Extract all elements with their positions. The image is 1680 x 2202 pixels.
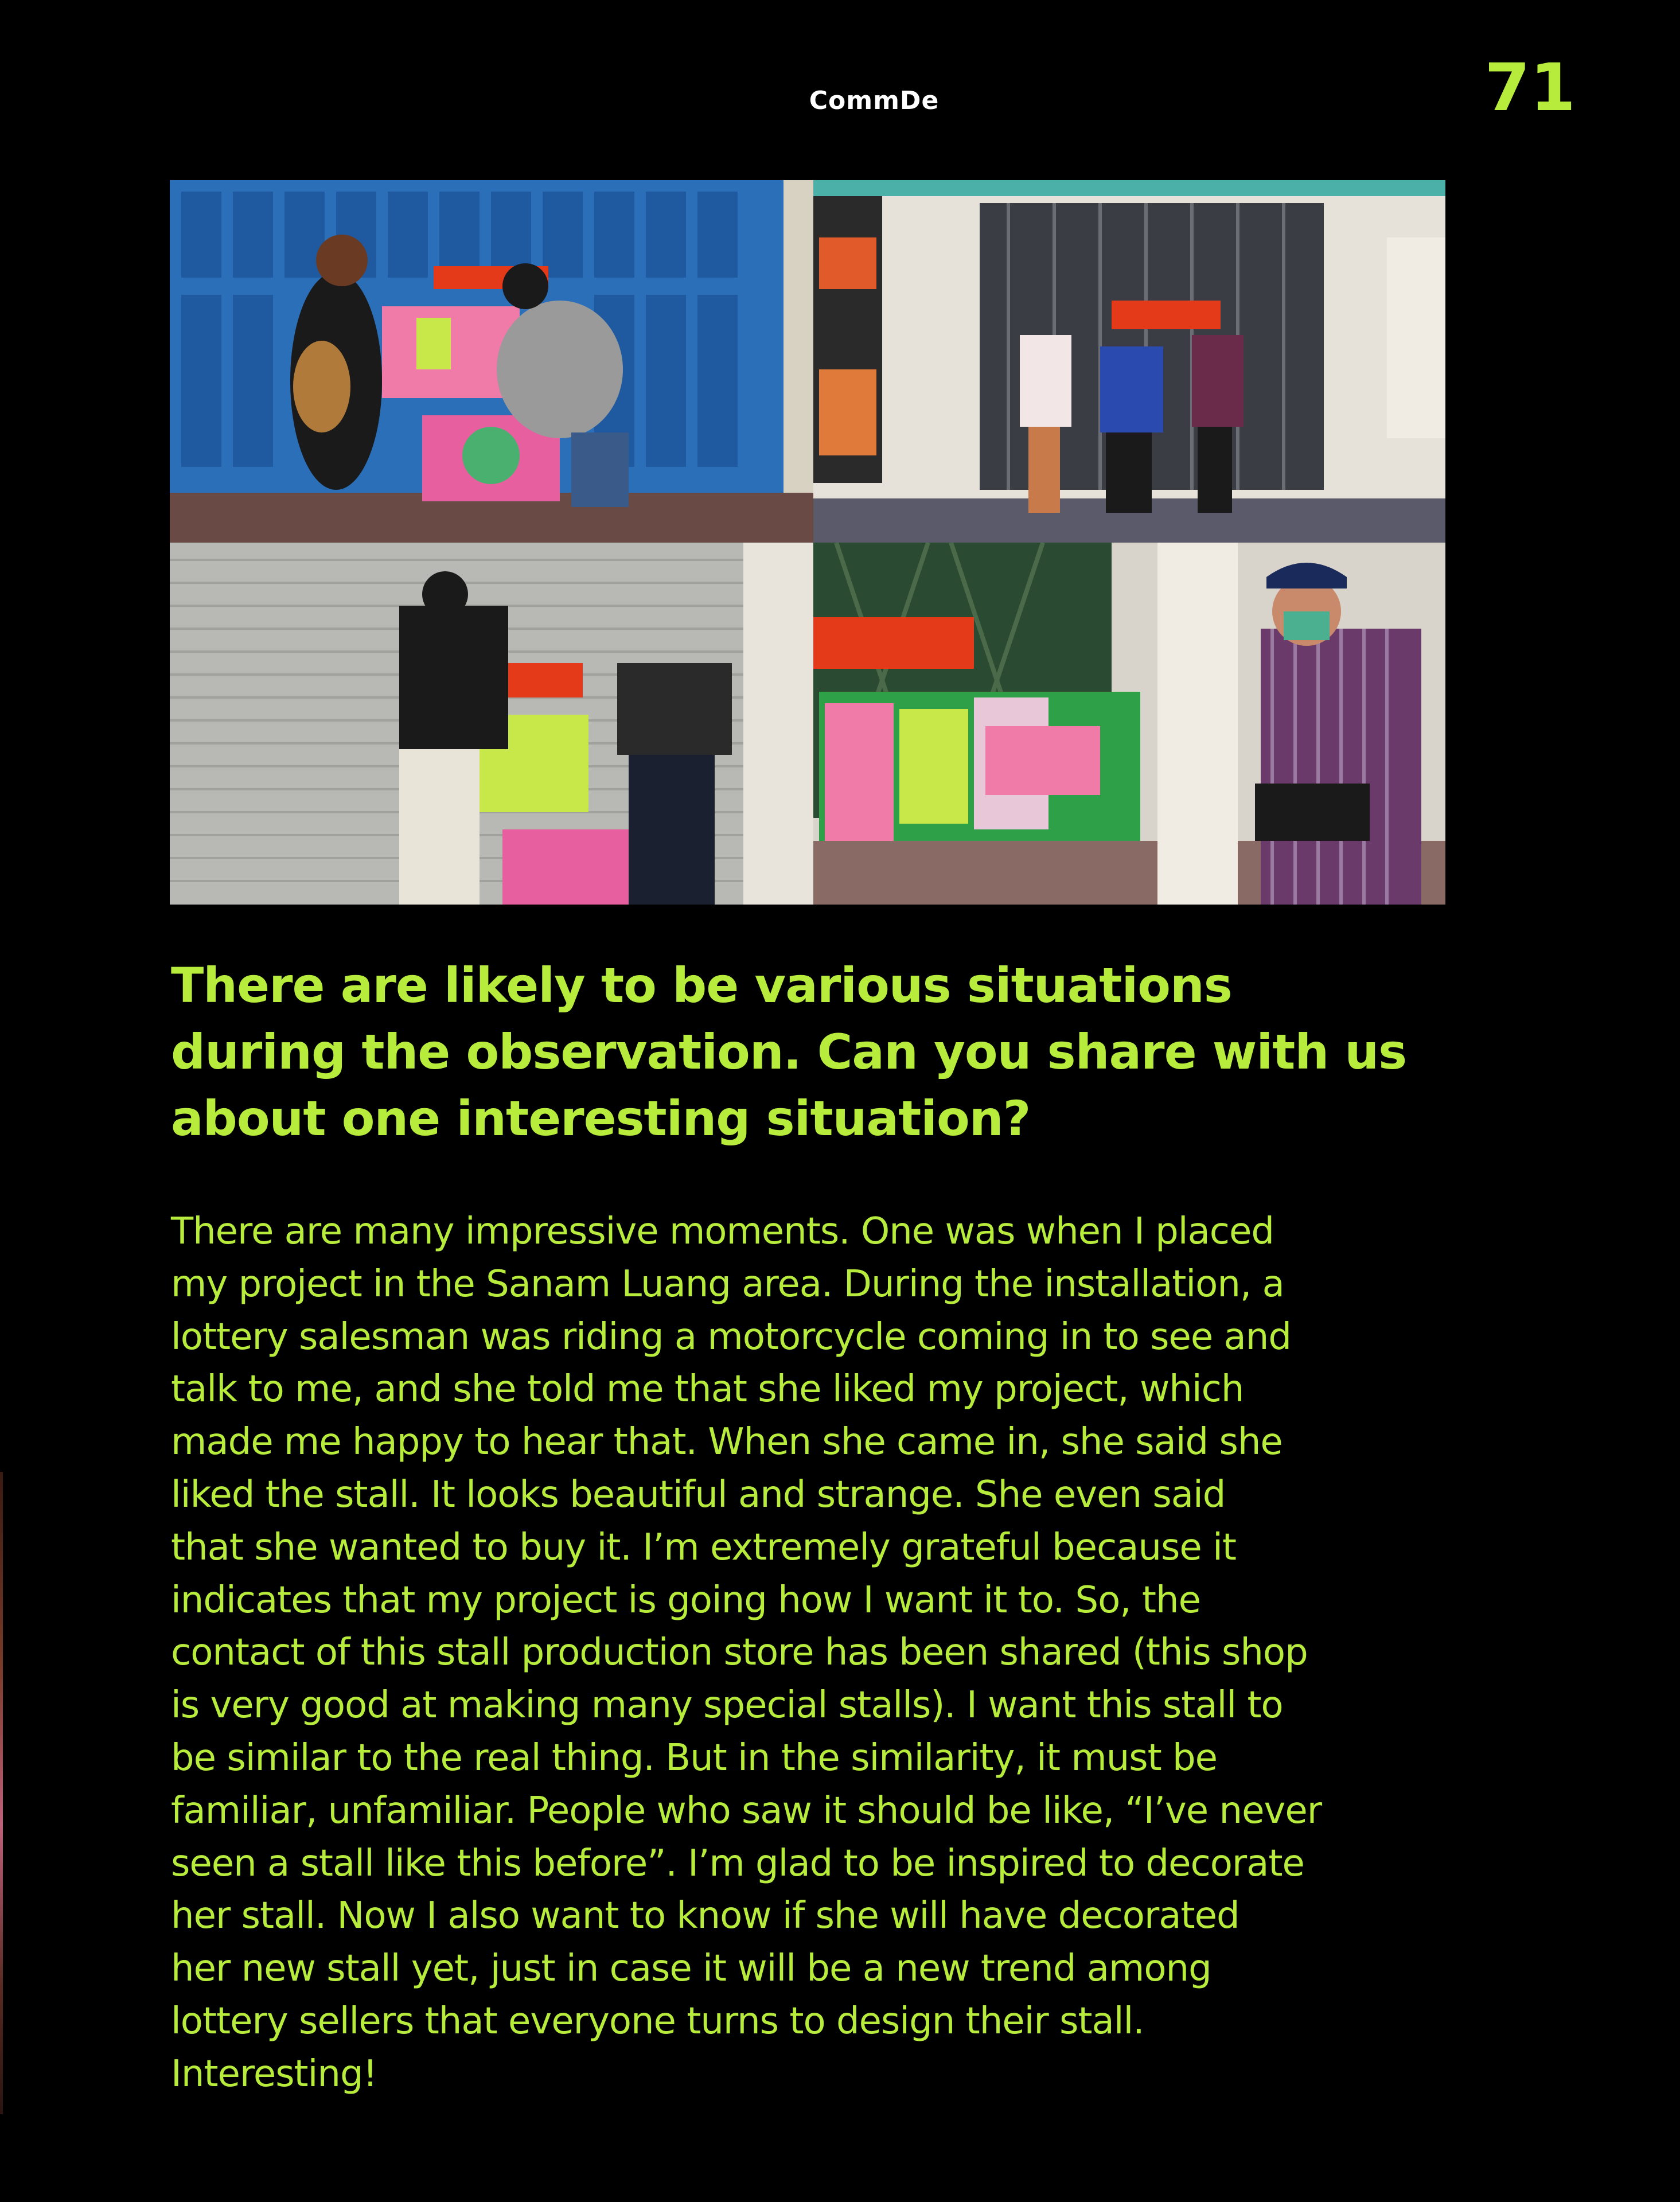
photo-stall-shutter: [170, 543, 813, 905]
answer-line: made me happy to hear that. When she came in, she said she: [171, 1421, 1283, 1464]
interview-answer: [171, 1206, 1421, 2101]
question-line: about one interesting situation?: [171, 1090, 1031, 1147]
answer-line: her stall. Now I also want to know if she will have decorated: [171, 1895, 1239, 1938]
answer-line: contact of this stall production store has been shared (this shop: [171, 1631, 1308, 1674]
question-line: during the observation. Can you share with us: [171, 1024, 1407, 1080]
answer-line: There are many impressive moments. One was when I placed: [171, 1210, 1274, 1253]
answer-line: her new stall yet, just in case it will be a new trend among: [171, 1947, 1211, 1990]
photo-grid: [170, 180, 1445, 905]
page-number: 71: [1484, 49, 1576, 126]
answer-line: lottery salesman was riding a motorcycle coming in to see and: [171, 1315, 1291, 1358]
answer-line: be similar to the real thing. But in the similarity, it must be: [171, 1736, 1218, 1779]
photo-stall-shop-front: [813, 180, 1445, 543]
answer-line: Interesting!: [171, 2052, 377, 2095]
answer-line: is very good at making many special stalls). I want this stall to: [171, 1684, 1283, 1727]
photo-stall-blue-doors: [170, 180, 813, 543]
answer-line: that she wanted to buy it. I’m extremely grateful because it: [171, 1526, 1236, 1569]
answer-line: indicates that my project is going how I want it to. So, the: [171, 1579, 1200, 1622]
answer-line: my project in the Sanam Luang area. During the installation, a: [171, 1262, 1284, 1305]
question-line: There are likely to be various situations: [171, 957, 1232, 1014]
photo-stall-seller-closeup: [813, 543, 1445, 905]
answer-line: familiar, unfamiliar. People who saw it should be like, “I’ve never: [171, 1789, 1322, 1832]
answer-line: lottery sellers that everyone turns to design their stall.: [171, 2000, 1144, 2043]
answer-line: liked the stall. It looks beautiful and strange. She even said: [171, 1473, 1226, 1516]
adjacent-page-edge: [0, 1472, 3, 2114]
page-header-title: CommDe: [809, 86, 940, 115]
interview-question: [171, 952, 1421, 1152]
answer-line: talk to me, and she told me that she liked my project, which: [171, 1368, 1244, 1411]
answer-line: seen a stall like this before”. I’m glad to be inspired to decorate: [171, 1842, 1304, 1885]
